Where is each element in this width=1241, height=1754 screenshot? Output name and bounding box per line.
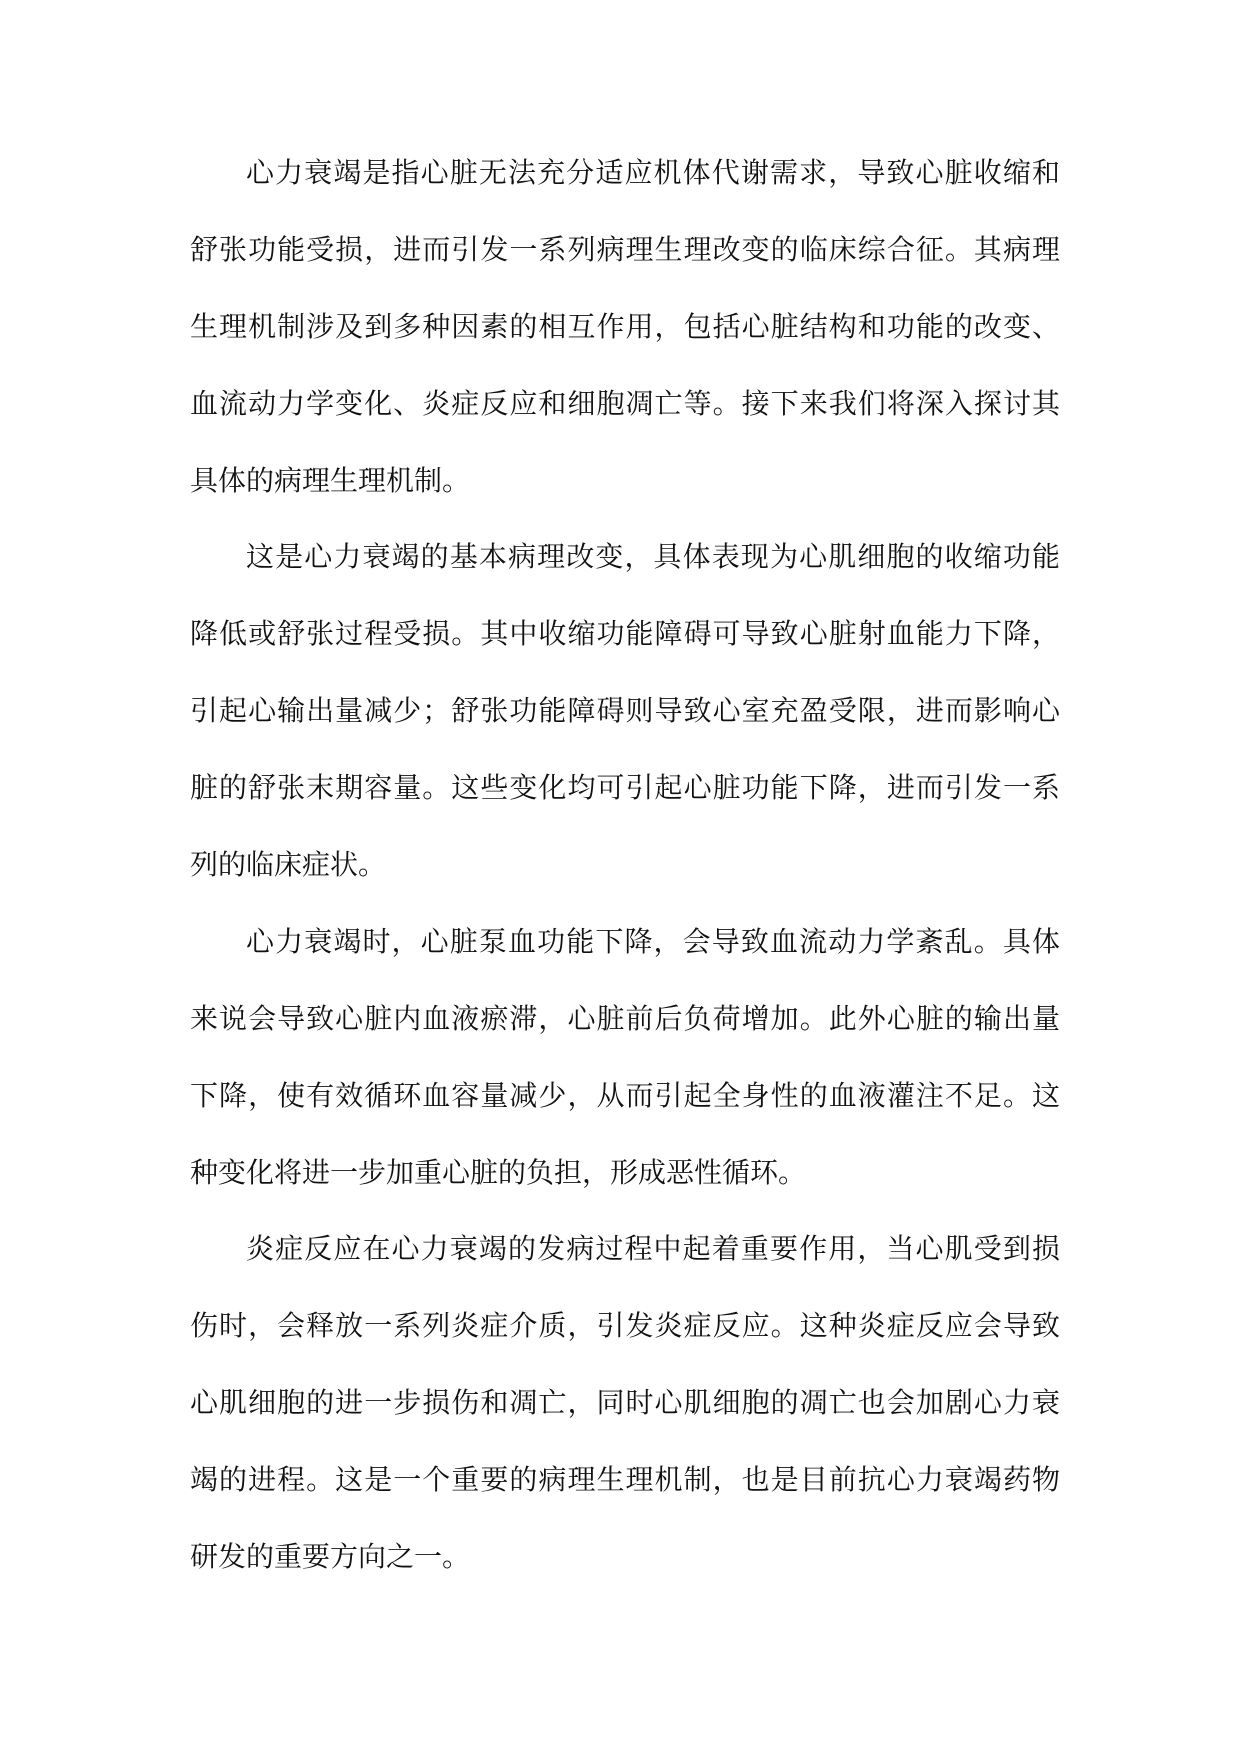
- paragraph-line: 伤时，会释放一系列炎症介质，引发炎症反应。这种炎症反应会导致: [190, 1309, 1060, 1342]
- paragraph-line: 种变化将进一步加重心脏的负担，形成恶性循环。: [190, 1156, 807, 1189]
- paragraph-line: 脏的舒张末期容量。这些变化均可引起心脏功能下降，进而引发一系: [190, 771, 1060, 804]
- paragraph-line: 炎症反应在心力衰竭的发病过程中起着重要作用，当心肌受到损: [246, 1232, 1060, 1265]
- paragraph-3: [190, 903, 1060, 1211]
- paragraph-4: [190, 1210, 1060, 1595]
- paragraph-1: [190, 134, 1060, 519]
- paragraph-line: 心力衰竭是指心脏无法充分适应机体代谢需求，导致心脏收缩和: [246, 156, 1060, 189]
- paragraph-line: 这是心力衰竭的基本病理改变，具体表现为心肌细胞的收缩功能: [246, 540, 1060, 573]
- paragraph-line: 血流动力学变化、炎症反应和细胞凋亡等。接下来我们将深入探讨其: [190, 387, 1060, 420]
- paragraph-line: 下降，使有效循环血容量减少，从而引起全身性的血液灌注不足。这: [190, 1079, 1060, 1112]
- paragraph-line: 竭的进程。这是一个重要的病理生理机制，也是目前抗心力衰竭药物: [190, 1463, 1060, 1496]
- paragraph-line: 降低或舒张过程受损。其中收缩功能障碍可导致心脏射血能力下降，: [190, 617, 1060, 650]
- paragraph-line: 引起心输出量减少；舒张功能障碍则导致心室充盈受限，进而影响心: [190, 694, 1060, 727]
- paragraph-line: 心力衰竭时，心脏泵血功能下降，会导致血流动力学紊乱。具体: [246, 925, 1060, 958]
- paragraph-line: 生理机制涉及到多种因素的相互作用，包括心脏结构和功能的改变、: [190, 310, 1060, 343]
- paragraph-line: 列的临床症状。: [190, 848, 387, 881]
- paragraph-line: 心肌细胞的进一步损伤和凋亡，同时心肌细胞的凋亡也会加剧心力衰: [190, 1386, 1060, 1419]
- paragraph-line: 具体的病理生理机制。: [190, 464, 471, 497]
- paragraph-2: [190, 518, 1060, 903]
- paragraph-line: 来说会导致心脏内血液瘀滞，心脏前后负荷增加。此外心脏的输出量: [190, 1002, 1060, 1035]
- paragraph-line: 舒张功能受损，进而引发一系列病理生理改变的临床综合征。其病理: [190, 233, 1060, 266]
- paragraph-line: 研发的重要方向之一。: [190, 1540, 471, 1573]
